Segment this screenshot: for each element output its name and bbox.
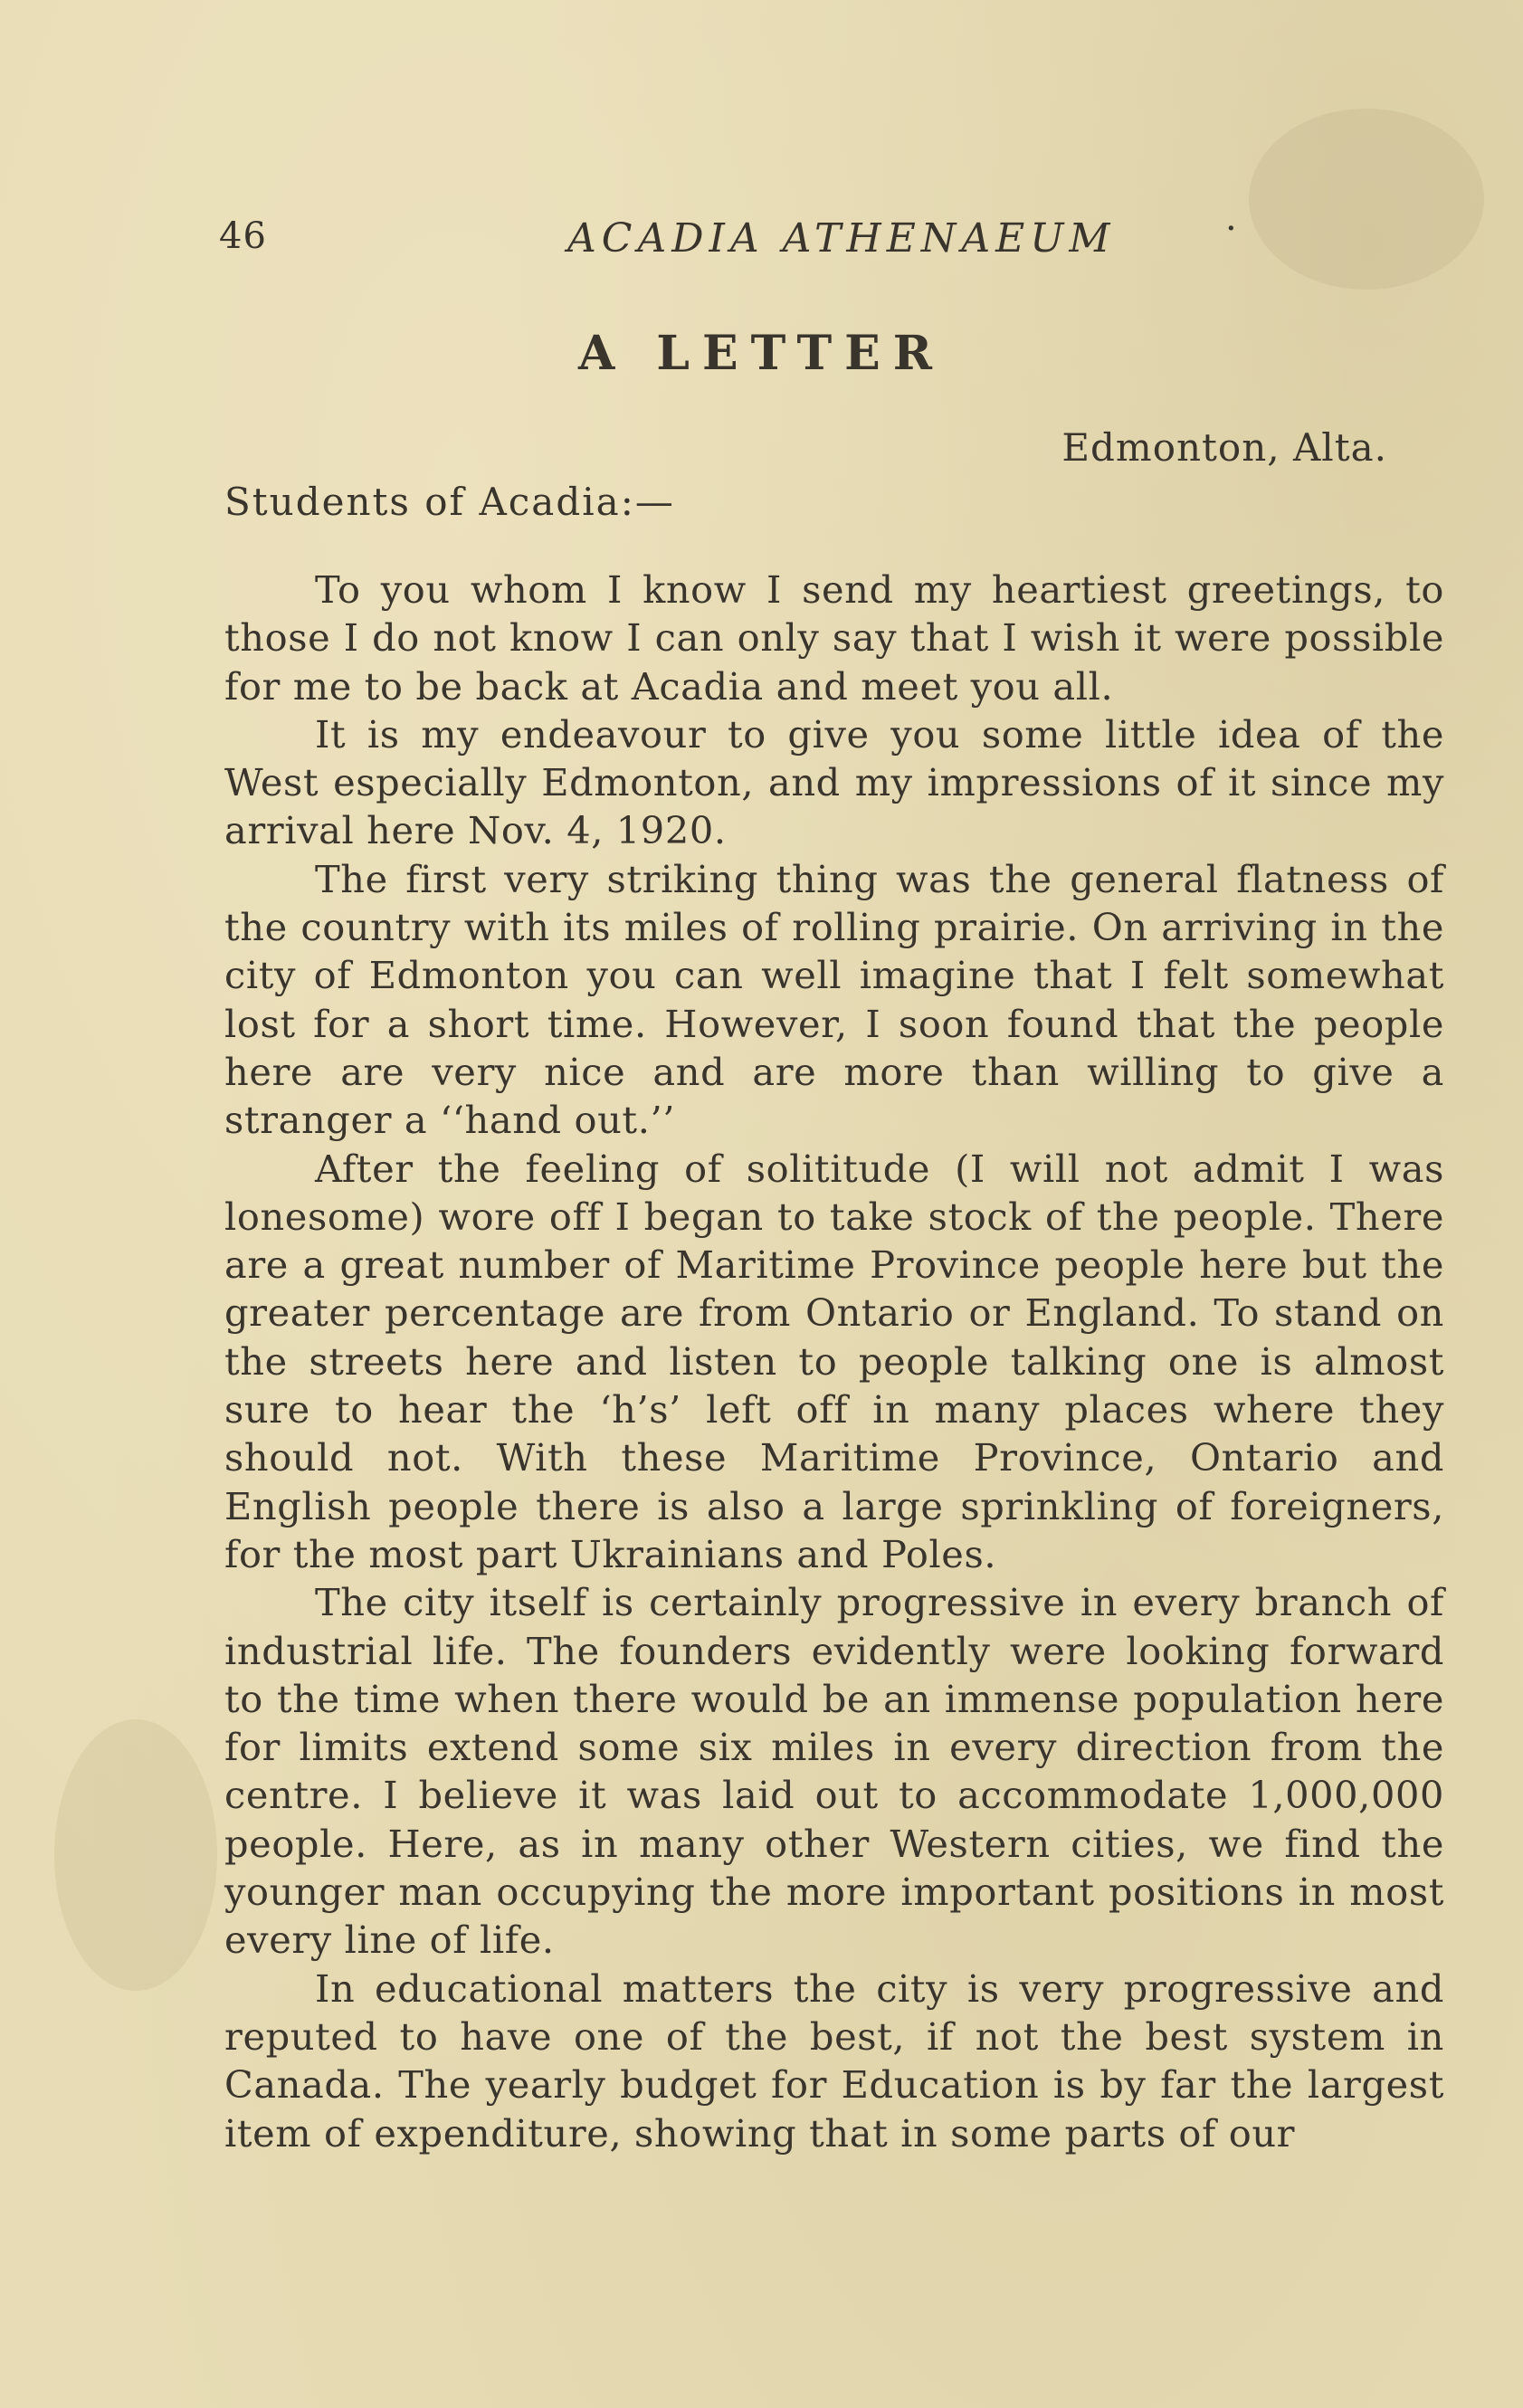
paragraph: After the feeling of solititude (I will not admit I was lonesome) wore off I began to take stock of the people. There are a great number of Maritime Province people here but the greater percentage are from Ontario or England. To stand on the streets here and listen to people talking one is almost sure to hear the ‘h’s’ left off in many places where they should not. With these Maritime Province, Ontario and English people there is also a large sprinkling of foreigners, for the most part Ukrainians and Poles. — [224, 1146, 1444, 1576]
paragraph: It is my endeavour to give you some little idea of the West especially Edmonton, and my impressions of it since my arrival here Nov. 4, 1920. — [224, 711, 1444, 853]
article-title: A LETTER — [577, 326, 946, 381]
paragraph: In educational matters the city is very progressive and reputed to have one of the best, if not the best system in Canada. The yearly budget for Education is by far the largest item of expenditure, showing that in some parts of our — [224, 1965, 1444, 2156]
running-head — [219, 208, 1260, 262]
paragraph: The first very striking thing was the general flatness of the country with its miles of rolling prairie. On arriving in the city of Edmonton you can well imagine that I felt somewhat lost for a short time. However, I soon found that the people here are very nice and are more than willing to give a stranger a ‘‘hand out.’’ — [224, 856, 1444, 1143]
page-number: 46 — [219, 215, 267, 257]
letter-body — [224, 566, 1444, 2157]
paragraph: The city itself is certainly progressive in every branch of industrial life. The founders evidently were looking forward to the time when there would be an immense population here for limits extend some six miles in every direction from the centre. I believe it was laid out to accommodate 1,000,000 people. Here, as in many other Western cities, we find the younger man occupying the more important positions in most every line of life. — [224, 1580, 1444, 1963]
letter-place: Edmonton, Alta. — [1061, 425, 1387, 470]
letter-salutation: Students of Acadia:— — [224, 480, 675, 524]
journal-title: ACADIA ATHENAEUM — [567, 215, 1116, 262]
header-dot: · — [1225, 208, 1237, 250]
paper-stain — [1249, 109, 1484, 290]
paragraph: To you whom I know I send my heartiest greetings, to those I do not know I can only say that I wish it were possible for me to be back at Acadia and meet you all. — [224, 567, 1444, 709]
paper-stain — [54, 1719, 217, 1991]
